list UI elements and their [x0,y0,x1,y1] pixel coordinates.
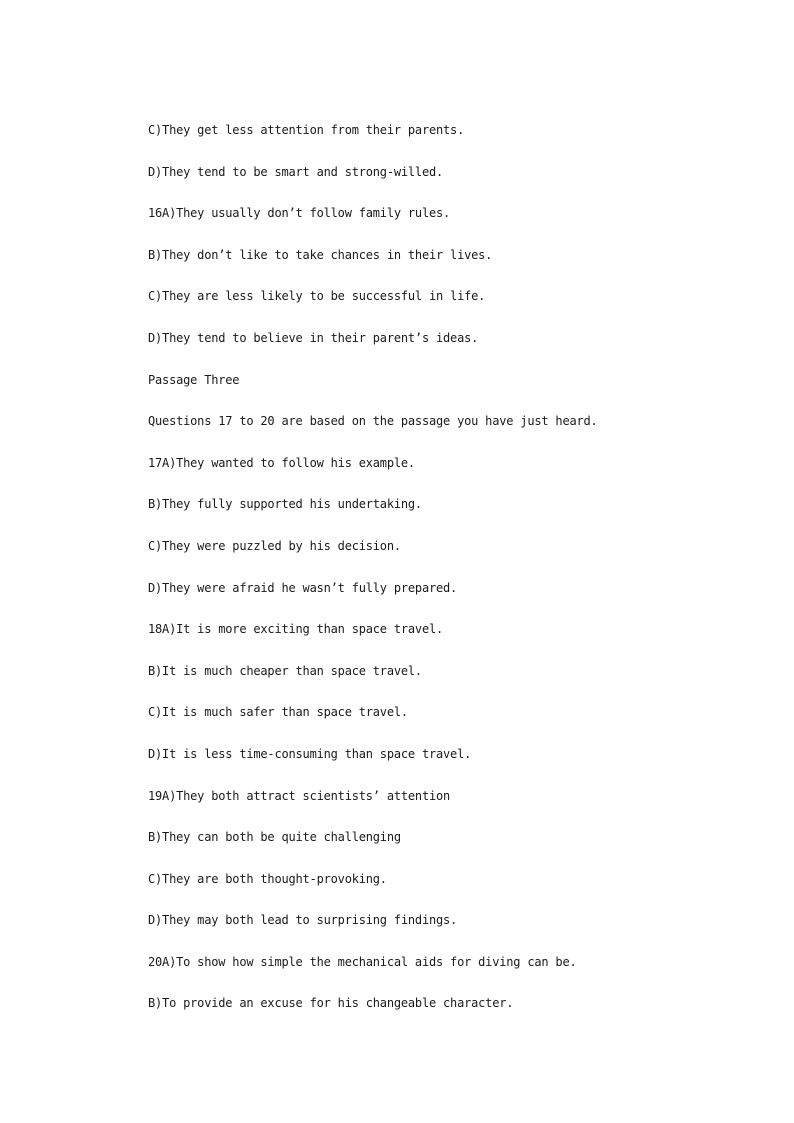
option-20a: 20A)To show how simple the mechanical aids for diving can be. [148,954,577,969]
option-16d: D)They tend to believe in their parent’s ideas. [148,330,479,345]
option-19a: 19A)They both attract scientists’ attention [148,788,451,803]
document-text [148,121,748,1036]
option-20b: B)To provide an excuse for his changeable character. [148,996,514,1011]
option-18c: C)It is much safer than space travel. [148,705,408,720]
option-15c: C)They get less attention from their parents. [148,123,465,137]
option-15d: D)They tend to be smart and strong-willed. [148,164,444,179]
option-17b: B)They fully supported his undertaking. [148,497,422,512]
option-16a: 16A)They usually don’t follow family rules. [148,206,451,221]
passage-heading: Passage Three [148,372,240,387]
option-18b: B)It is much cheaper than space travel. [148,663,422,678]
option-19c: C)They are both thought-provoking. [148,871,387,886]
option-17d: D)They were afraid he wasn’t fully prepared. [148,580,458,595]
option-17c: C)They were puzzled by his decision. [148,538,401,553]
option-17a: 17A)They wanted to follow his example. [148,455,415,470]
passage-instructions: Questions 17 to 20 are based on the passage you have just heard. [148,414,598,429]
option-16c: C)They are less likely to be successful in life. [148,289,486,304]
option-16b: B)They don’t like to take chances in their lives. [148,247,493,262]
option-18a: 18A)It is more exciting than space travel. [148,622,444,637]
option-18d: D)It is less time-consuming than space travel. [148,746,472,761]
option-19d: D)They may both lead to surprising findings. [148,913,458,928]
option-19b: B)They can both be quite challenging [148,830,401,845]
